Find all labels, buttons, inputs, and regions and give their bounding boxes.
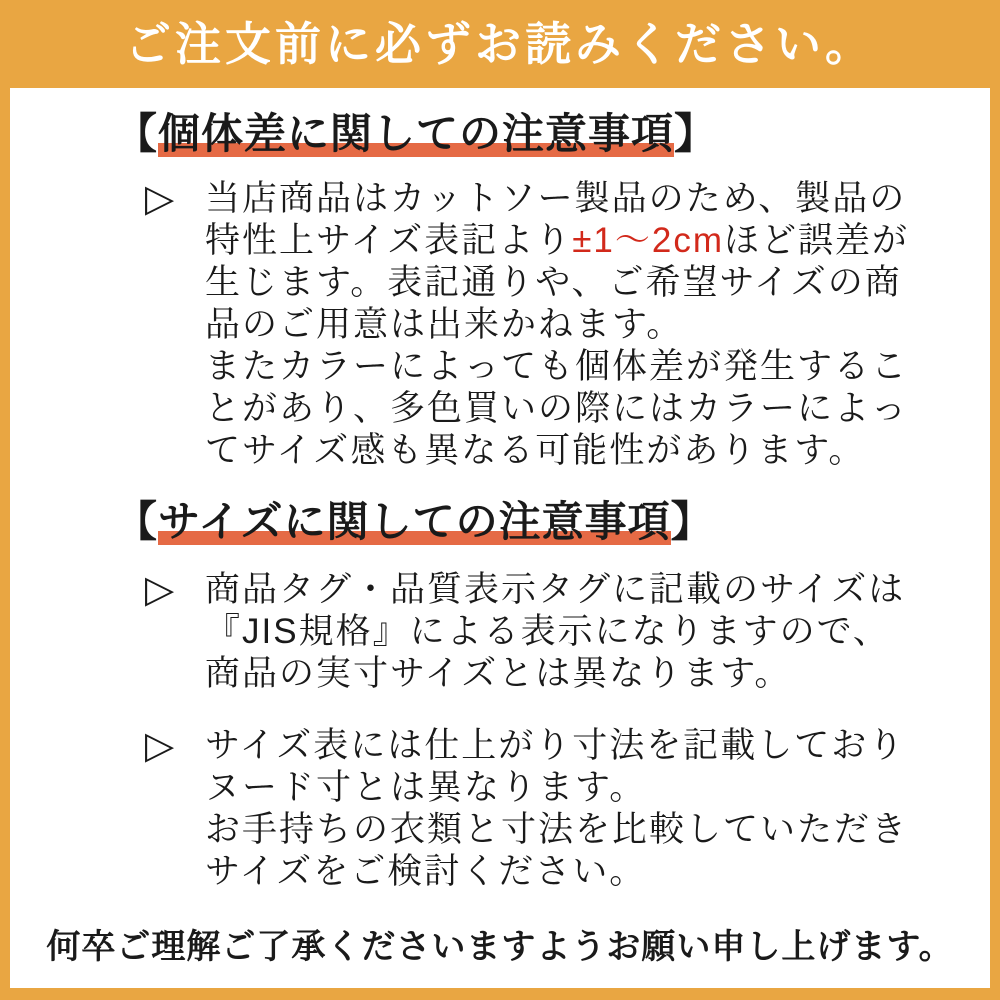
section-individual-differences bbox=[10, 110, 990, 472]
accent-tolerance-value: ±1〜2cm bbox=[572, 221, 724, 261]
bullet-jis-standard bbox=[145, 569, 990, 695]
text-jis-standard: 商品タグ・品質表示タグに記載のサイズは『JIS規格』による表示になりますので、商品の実寸サイズとは異なります。 bbox=[205, 569, 906, 693]
section-heading-individual-differences bbox=[115, 110, 990, 158]
heading-close-bracket: 】 bbox=[670, 498, 714, 546]
section-heading-size-notes bbox=[115, 498, 990, 546]
heading-underlined-text: サイズに関しての注意事項 bbox=[158, 498, 671, 546]
section-size-notes bbox=[10, 472, 990, 892]
text-before-accent: 当店商品はカットソー製品のため、製品の特性上サイズ表記より bbox=[205, 179, 907, 261]
top-banner bbox=[0, 0, 1000, 88]
bullet-text-jis-standard bbox=[205, 569, 915, 695]
triangle-bullet-icon: ▷ bbox=[145, 178, 175, 221]
heading-close-bracket: 】 bbox=[674, 110, 718, 157]
heading-open-bracket: 【 bbox=[115, 498, 159, 546]
heading-open-bracket: 【 bbox=[115, 110, 159, 157]
triangle-bullet-icon: ▷ bbox=[145, 724, 175, 767]
notice-content bbox=[10, 88, 990, 988]
banner-title: ご注文前に必ずお読みください。 bbox=[125, 18, 875, 70]
text-color-variance: またカラーによっても個体差が発生することがあり、多色買いの際にはカラーによってサイズ感も異なる可能性があります。 bbox=[205, 347, 909, 471]
heading-underlined-text: 個体差に関しての注意事項 bbox=[158, 110, 675, 157]
bullet-text-size-tolerance bbox=[205, 178, 915, 472]
bullet-text-finished-measurements bbox=[205, 725, 915, 893]
footer-appreciation-note: 何卒ご理解ご了承くださいますようお願い申し上げます。 bbox=[46, 928, 954, 966]
text-compare-clothes: お手持ちの衣類と寸法を比較していただきサイズをご検討ください。 bbox=[205, 809, 909, 891]
triangle-bullet-icon: ▷ bbox=[145, 568, 175, 611]
bullet-size-tolerance bbox=[145, 178, 990, 472]
bullet-finished-measurements bbox=[145, 725, 990, 893]
text-after-accent: ほど誤差が生じます。表記通りや、ご希望サイズの商品のご用意は出来かねます。 bbox=[205, 221, 910, 345]
text-finished-measurements: サイズ表には仕上がり寸法を記載しておりヌード寸とは異なります。 bbox=[205, 725, 906, 807]
